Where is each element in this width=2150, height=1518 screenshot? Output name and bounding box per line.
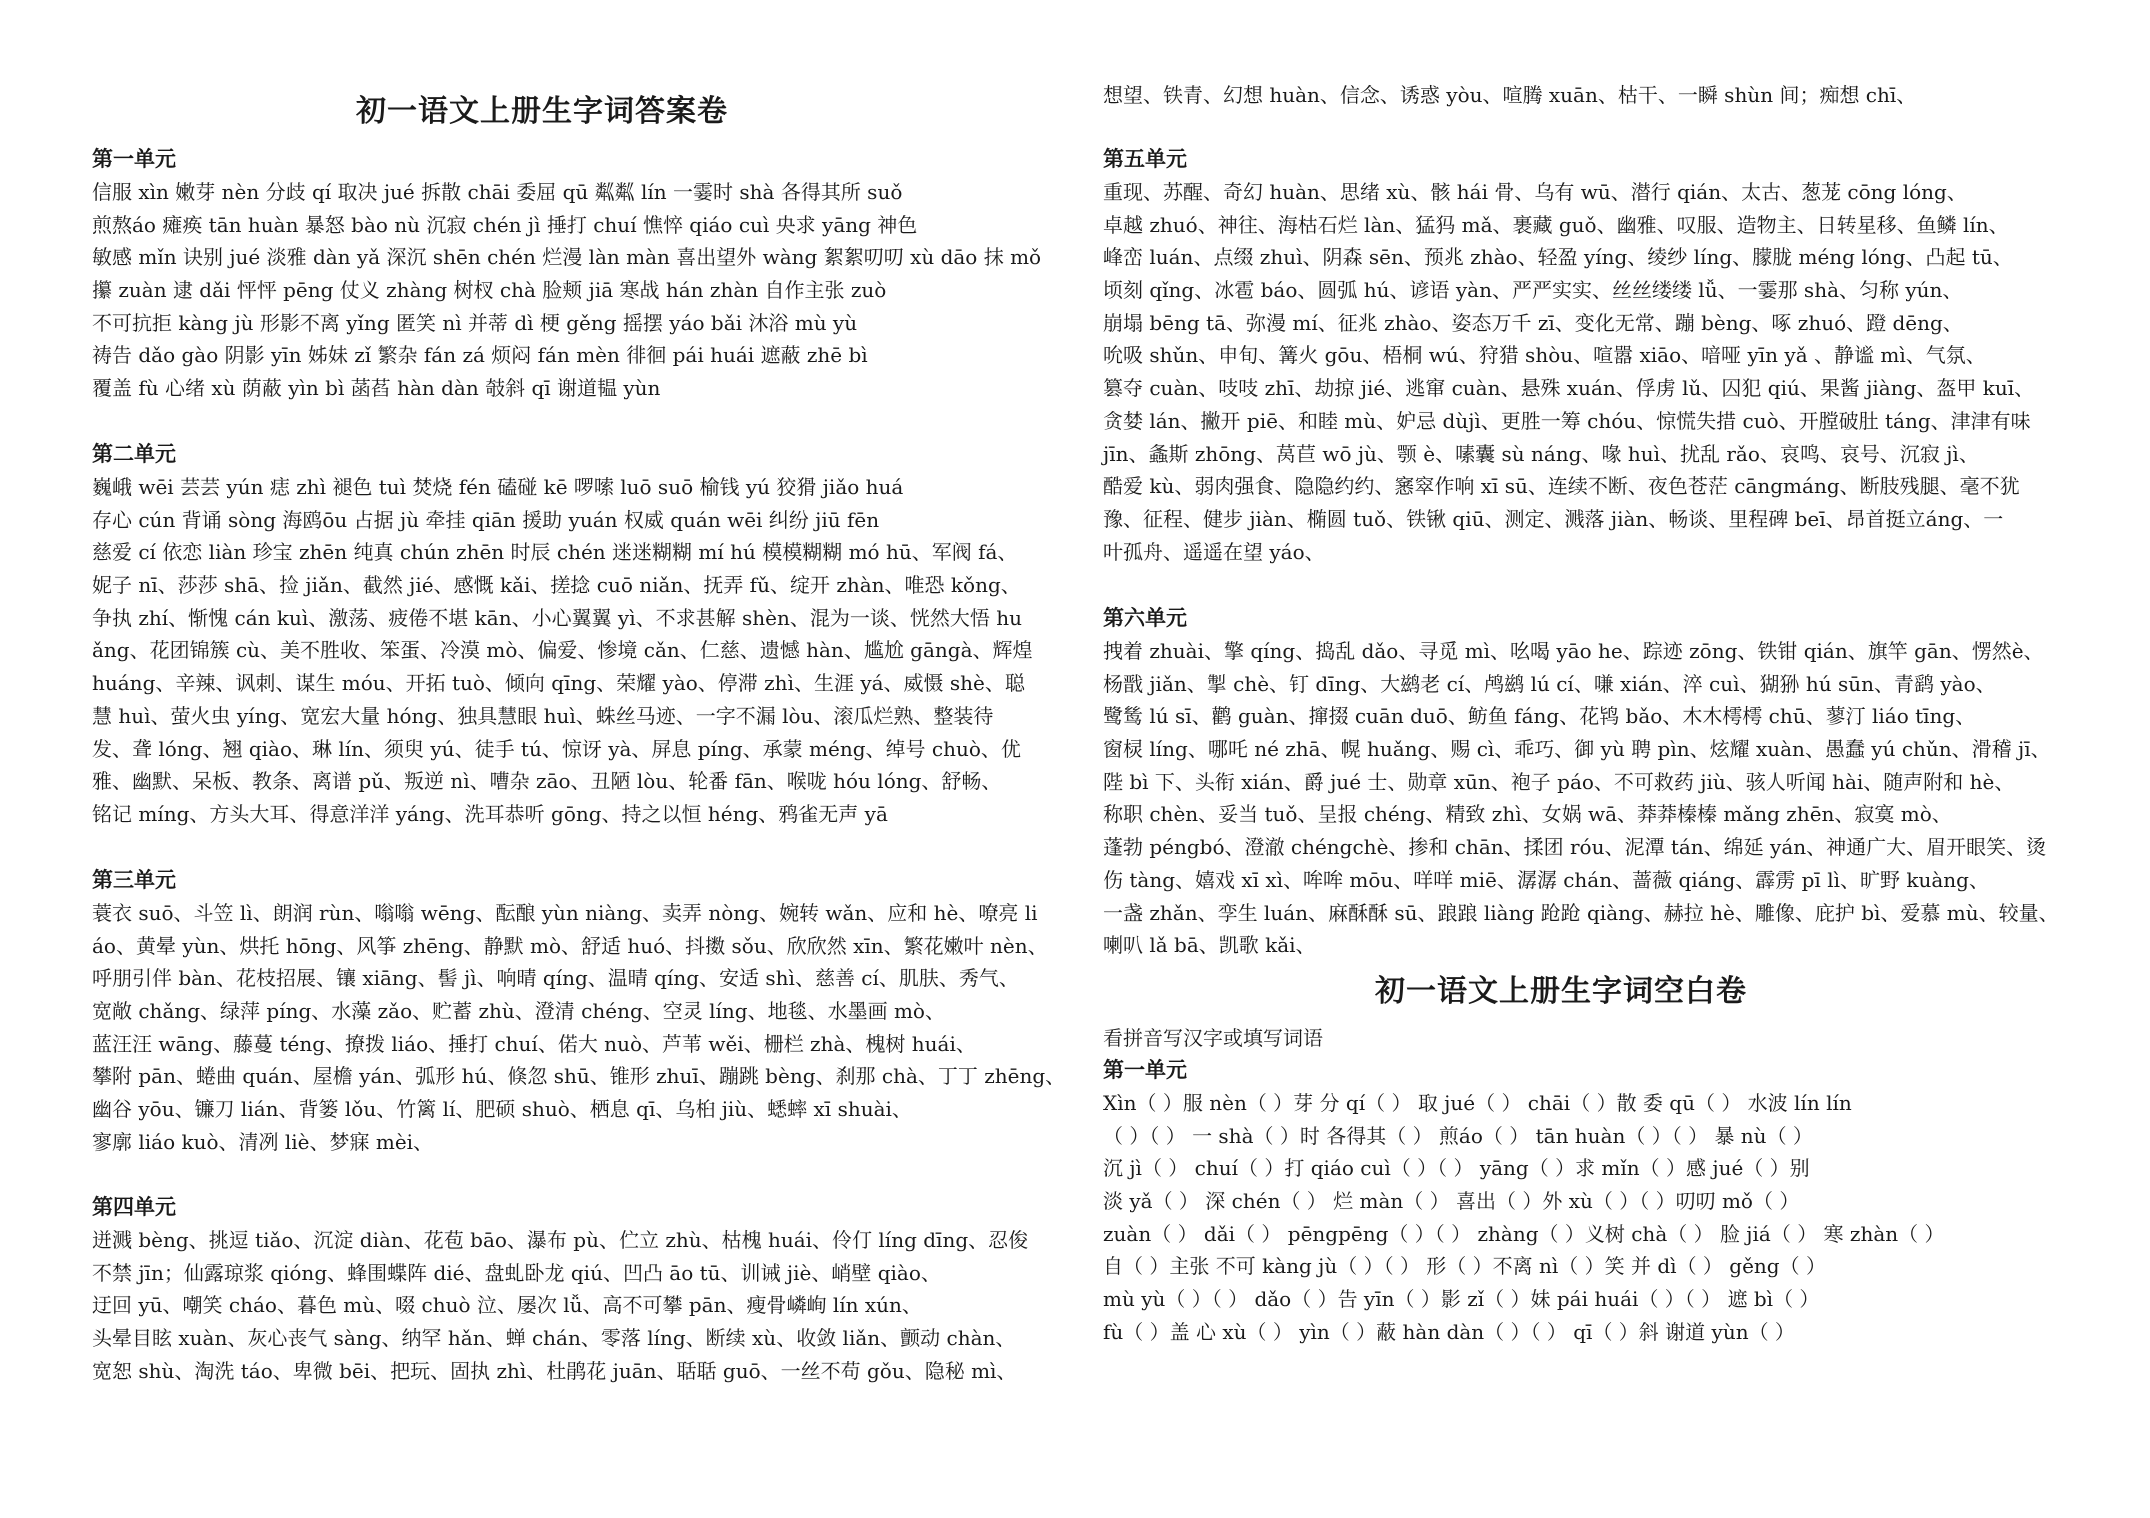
unit-5-line: 篡夺 cuàn、吱吱 zhī、劫掠 jié、逃窜 cuàn、悬殊 xuán、俘虏 lǔ、囚犯 qiú、果酱 jiàng、盔甲 kuī、 [1103,376,2035,401]
unit-1-line: 敏感 mǐn 诀别 jué 淡雅 dàn yǎ 深沉 shēn chén 烂漫 làn màn 喜出望外 wàng 絮絮叨叨 xù dāo 抹 mǒ [92,245,1042,270]
unit-3-line: 呼朋引伴 bàn、花枝招展、镶 xiāng、髻 jì、响晴 qíng、温晴 qíng、安适 shì、慈善 cí、肌肤、秀气、 [92,966,1019,991]
answer-sheet-title: 初一语文上册生字词答案卷 [356,94,728,129]
unit-5-line: 重现、苏醒、奇幻 huàn、思绪 xù、骸 hái 骨、乌有 wū、潜行 qián、太古、葱茏 cōng lóng、 [1103,180,1967,204]
unit-6-line: 杨戬 jiǎn、掣 chè、钉 dīng、大鹚老 cí、鸬鹚 lú cí、嗛 xián、淬 cuì、猢狲 hú sūn、青鹞 yào、 [1103,671,1996,696]
unit-2-line: 争执 zhí、惭愧 cán kuì、激荡、疲倦不堪 kān、小心翼翼 yì、不求甚解 shèn、混为一谈、恍然大悟 hu [92,605,1022,630]
blank-unit-1-line: 淡 yǎ（ ） 深 chén（ ） 烂 màn（ ） 喜出（ ）外 xù（ ）（ ）叨叨 mǒ（ ） [1103,1189,1800,1214]
unit-3-line: áo、黄晕 yùn、烘托 hōng、风筝 zhēng、静默 mò、舒适 huó、抖擞 sǒu、欣欣然 xīn、繁花嫩叶 nèn、 [92,933,1048,958]
unit-6-line: 伤 tàng、嬉戏 xī xì、哞哞 mōu、咩咩 miē、潺潺 chán、蔷薇 qiáng、霹雳 pī lì、旷野 kuàng、 [1103,867,1989,892]
unit-5-line: 卓越 zhuó、神往、海枯石烂 làn、猛犸 mǎ、裹藏 guǒ、幽雅、叹服、造物主、日转星移、鱼鳞 lín、 [1103,212,2009,237]
unit-6-line: 称职 chèn、妥当 tuǒ、呈报 chéng、精致 zhì、女娲 wā、莽莽榛榛 mǎng zhēn、寂寞 mò、 [1103,802,1952,827]
unit-6-line: 陛 bì 下、头衔 xián、爵 jué 士、勋章 xūn、袍子 páo、不可救药 jiù、骇人听闻 hài、随声附和 hè、 [1103,769,2015,794]
unit-2-heading: 第二单元 [92,441,176,466]
unit-2-line: 存心 cún 背诵 sòng 海鸥ōu 占据 jù 牵挂 qiān 援助 yuán 权威 quán wēi 纠纷 jiū fēn [92,507,880,532]
unit-5-line: 顷刻 qǐng、冰雹 báo、圆弧 hú、谚语 yàn、严严实实、丝丝缕缕 lǚ、一霎那 shà、匀称 yún、 [1103,278,1963,303]
unit-2-line: 铭记 míng、方头大耳、得意洋洋 yáng、洗耳恭听 gōng、持之以恒 héng、鸦雀无声 yā [92,801,888,826]
blank-unit-1-line: （ ）（ ） 一 shà（ ）时 各得其（ ） 煎áo（ ） tān huàn（ ）（ ） 暴 nù（ ） [1103,1123,1813,1148]
unit-5-line: 叶孤舟、遥遥在望 yáo、 [1103,539,1325,564]
unit-2-line: 慈爱 cí 依恋 liàn 珍宝 zhēn 纯真 chún zhēn 时辰 chén 迷迷糊糊 mí hú 模模糊糊 mó hū、军阀 fá、 [92,540,1018,565]
unit-1-line: 攥 zuàn 逮 dǎi 怦怦 pēng 仗义 zhàng 树杈 chà 脸颊 jiā 寒战 hán zhàn 自作主张 zuò [92,278,887,303]
unit-4-line: 迂回 yū、嘲笑 cháo、暮色 mù、啜 chuò 泣、屡次 lǚ、高不可攀 pān、瘦骨嶙峋 lín xún、 [92,1293,922,1318]
unit-6-line: 喇叭 lǎ bā、凯歌 kǎi、 [1103,933,1316,958]
blank-sheet-instruction: 看拼音写汉字或填写词语 [1103,1026,1323,1050]
unit-3-line: 蓑衣 suō、斗笠 lì、朗润 rùn、嗡嗡 wēng、酝酿 yùn niàng、卖弄 nòng、婉转 wǎn、应和 hè、嘹亮 li [92,901,1038,925]
unit-4-line: 宽恕 shù、淘洗 táo、卑微 bēi、把玩、固执 zhì、杜鹃花 juān、聒聒 guō、一丝不苟 gǒu、隐秘 mì、 [92,1358,1017,1383]
unit-4-heading: 第四单元 [92,1194,176,1219]
blank-unit-1-line: zuàn（ ） dǎi（ ） pēngpēng（ ）（ ） zhàng（ ）义树 chà（ ） 脸 jiá（ ） 寒 zhàn（ ） [1103,1221,1945,1246]
blank-sheet-title: 初一语文上册生字词空白卷 [1375,974,1747,1009]
unit-2-line: 妮子 nī、莎莎 shā、捡 jiǎn、截然 jié、感慨 kǎi、搓捻 cuō niǎn、抚弄 fǔ、绽开 zhàn、唯恐 kǒng、 [92,573,1021,598]
blank-unit-1-line: 自（ ）主张 不可 kàng jù（ ）（ ） 形（ ）不离 nì（ ）笑 并 dì（ ） gěng（ ） [1103,1254,1826,1279]
unit-3-heading: 第三单元 [92,867,176,892]
unit-5-line: 酷爱 kù、弱肉强食、隐隐约约、窸窣作响 xī sū、连续不断、夜色苍茫 cāngmáng、断肢残腿、毫不犹 [1103,474,2020,499]
unit-2-line: 巍峨 wēi 芸芸 yún 痣 zhì 褪色 tuì 焚烧 fén 磕碰 kē 啰嗦 luō suō 榆钱 yú 狡猾 jiǎo huá [92,475,904,499]
unit-3-line: 攀附 pān、蜷曲 quán、屋檐 yán、弧形 hú、倏忽 shū、锥形 zhuī、蹦跳 bèng、刹那 chà、丁丁 zhēng、 [92,1064,1066,1089]
unit-2-line: 雅、幽默、呆板、教条、离谱 pǔ、叛逆 nì、嘈杂 zāo、丑陋 lòu、轮番 fān、喉咙 hóu lóng、舒畅、 [92,769,1002,794]
unit-5-line: 贪婪 lán、撇开 piē、和睦 mù、妒忌 dùjì、更胜一筹 chóu、惊慌失措 cuò、开膛破肚 táng、津津有味 [1103,408,2031,433]
unit-1-line: 煎熬áo 瘫痪 tān huàn 暴怒 bào nù 沉寂 chén jì 捶打 chuí 憔悴 qiáo cuì 央求 yāng 神色 [92,212,918,237]
unit-1-line: 信服 xìn 嫩芽 nèn 分歧 qí 取决 jué 拆散 chāi 委屈 qū 粼粼 lín 一霎时 shà 各得其所 suǒ [92,180,903,204]
unit-1-line: 覆盖 fù 心绪 xù 荫蔽 yìn bì 菡萏 hàn dàn 攲斜 qī 谢道韫 yùn [92,376,661,401]
unit-5-answer-lines [1103,176,2034,568]
unit-6-line: 窗棂 líng、哪吒 né zhā、幌 huǎng、赐 cì、乖巧、御 yù 聘 pìn、炫耀 xuàn、愚蠢 yú chǔn、滑稽 jī、 [1103,737,2051,762]
unit-2-line: ǎng、花团锦簇 cù、美不胜收、笨蛋、冷漠 mò、偏爱、惨境 cǎn、仁慈、遗憾 hàn、尴尬 gāngà、辉煌 [92,638,1033,663]
blank-unit-1-line: 沉 jì（ ） chuí（ ）打 qiáo cuì（ ）（ ） yāng（ ）求 mǐn（ ）感 jué（ ）别 [1103,1156,1810,1181]
unit-6-line: 拽着 zhuài、擎 qíng、捣乱 dǎo、寻觅 mì、吆喝 yāo he、踪迹 zōng、铁钳 qián、旗竿 gān、愣然è、 [1103,639,2044,663]
unit-5-heading: 第五单元 [1103,146,1187,171]
unit-6-line: 一盏 zhǎn、孪生 luán、麻酥酥 sū、踉踉 liàng 跄跄 qiàng、赫拉 hè、雕像、庇护 bì、爱慕 mù、较量、 [1103,900,2059,925]
blank-unit-1-line: fù（ ）盖 心 xù（ ） yìn（ ）蔽 hàn dàn（ ）（ ） qī（ ）斜 谢道 yùn（ ） [1103,1319,1795,1344]
unit-4-continued-lines [1103,79,1916,112]
unit-3-answer-lines [92,897,1065,1159]
unit-4-cont-line: 想望、铁青、幻想 huàn、信念、诱惑 yòu、喧腾 xuān、枯干、一瞬 shùn 间；痴想 chī、 [1103,83,1917,107]
unit-5-line: 崩塌 bēng tā、弥漫 mí、征兆 zhào、姿态万千 zī、变化无常、蹦 bèng、啄 zhuó、蹬 dēng、 [1103,310,1963,335]
unit-2-line: huáng、辛辣、讽刺、谋生 móu、开拓 tuò、倾向 qīng、荣耀 yào、停滞 zhì、生涯 yá、威慑 shè、聪 [92,671,1025,696]
unit-2-line: 发、聋 lóng、翘 qiào、琳 lín、须臾 yú、徒手 tú、惊讶 yà、屏息 píng、承蒙 méng、绰号 chuò、优 [92,736,1021,761]
unit-4-line: 不禁 jīn；仙露琼浆 qióng、蜂围蝶阵 dié、盘虬卧龙 qiú、凹凸 āo tū、训诫 jiè、峭壁 qiào、 [92,1260,941,1285]
unit-1-heading: 第一单元 [92,146,176,171]
unit-6-heading: 第六单元 [1103,605,1187,630]
unit-6-line: 蓬勃 péngbó、澄澈 chéngchè、掺和 chān、揉团 róu、泥潭 tán、绵延 yán、神通广大、眉开眼笑、烫 [1103,835,2047,860]
unit-3-line: 蓝汪汪 wāng、藤蔓 téng、撩拨 liáo、捶打 chuí、偌大 nuò、芦苇 wěi、栅栏 zhà、槐树 huái、 [92,1031,976,1056]
blank-unit-1-line: Xìn（ ）服 nèn（ ）芽 分 qí（ ） 取 jué（ ） chāi（ ）散 委 qū（ ） 水波 lín lín [1103,1091,1852,1115]
unit-3-line: 寥廓 liáo kuò、清冽 liè、梦寐 mèi、 [92,1129,434,1154]
unit-3-line: 幽谷 yōu、镰刀 lián、背篓 lǒu、竹篱 lí、肥硕 shuò、栖息 qī、乌桕 jiù、蟋蟀 xī shuài、 [92,1097,912,1122]
unit-1-line: 不可抗拒 kàng jù 形影不离 yǐng 匿笑 nì 并蒂 dì 梗 gěng 摇摆 yáo bǎi 沐浴 mù yù [92,310,858,335]
unit-5-line: 吮吸 shǔn、申旬、篝火 gōu、梧桐 wú、狩猎 shòu、喧嚣 xiāo、喑哑 yīn yǎ 、静谧 mì、气氛、 [1103,343,1986,368]
unit-6-line: 鹭鸶 lú sī、鹳 guàn、撺掇 cuān duō、鲂鱼 fáng、花鸨 bǎo、木木樗樗 chū、蓼汀 liáo tīng、 [1103,704,1976,729]
unit-1-line: 祷告 dǎo gào 阴影 yīn 姊妹 zǐ 繁杂 fán zá 烦闷 fán mèn 徘徊 pái huái 遮蔽 zhē bì [92,343,868,368]
unit-3-line: 宽敞 chǎng、绿萍 píng、水藻 zǎo、贮蓄 zhù、澄清 chéng、空灵 líng、地毯、水墨画 mò、 [92,999,945,1024]
unit-4-line: 头晕目眩 xuàn、灰心丧气 sàng、纳罕 hǎn、蝉 chán、零落 líng、断续 xù、收敛 liǎn、颤动 chàn、 [92,1326,1016,1351]
unit-1-answer-lines [92,176,1041,405]
unit-6-answer-lines [1103,635,2059,962]
blank-unit-1-lines [1103,1087,1944,1349]
blank-unit-1-line: mù yù（ ）（ ） dǎo（ ）告 yīn（ ）影 zǐ（ ）妹 pái huái（ ）（ ） 遮 bì（ ） [1103,1287,1820,1312]
unit-2-line: 慧 huì、萤火虫 yíng、宽宏大量 hóng、独具慧眼 huì、蛛丝马迹、一字不漏 lòu、滚瓜烂熟、整装待 [92,703,994,728]
unit-5-line: 豫、征程、健步 jiàn、椭圆 tuǒ、铁锹 qiū、测定、溅落 jiàn、畅谈、里程碑 beī、昂首挺立áng、一 [1103,506,2004,531]
blank-unit-1-heading: 第一单元 [1103,1057,1187,1082]
unit-4-line: 迸溅 bèng、挑逗 tiǎo、沉淀 diàn、花苞 bāo、瀑布 pù、伫立 zhù、枯槐 huái、伶仃 líng dīng、忍俊 [92,1228,1029,1252]
unit-5-line: jīn、螽斯 zhōng、莴苣 wō jù、颚 è、嗉囊 sù náng、喙 huì、扰乱 rǎo、哀鸣、哀号、沉寂 jì、 [1103,441,1979,466]
unit-4-answer-lines [92,1224,1028,1387]
unit-5-line: 峰峦 luán、点缀 zhuì、阴森 sēn、预兆 zhào、轻盈 yíng、绫纱 líng、朦胧 méng lóng、凸起 tū、 [1103,245,2013,270]
unit-2-answer-lines [92,471,1033,831]
